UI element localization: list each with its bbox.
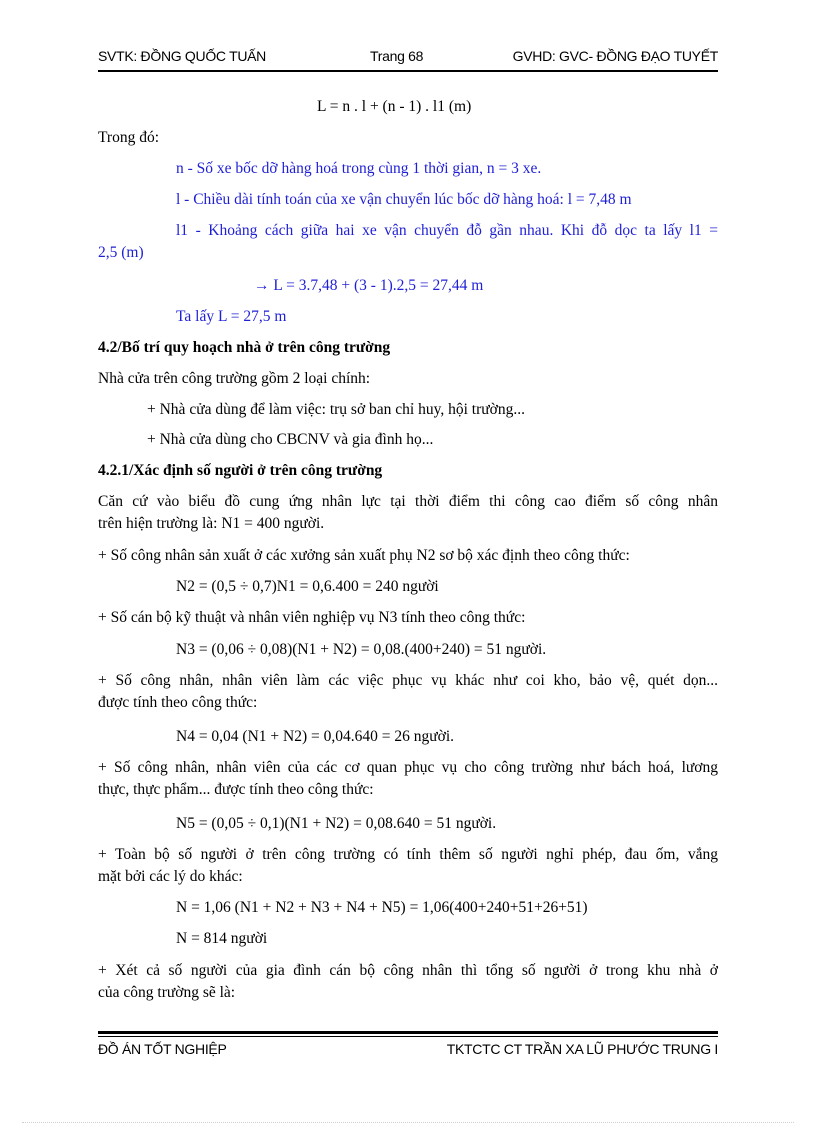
housing-type-1: + Nhà cửa dùng để làm việc: trụ sở ban chỉ huy, hội trường...: [147, 401, 525, 418]
n5-description-line1: + Số công nhân, nhân viên của các cơ quan phục vụ cho công trường như bách hoá, lương: [98, 759, 718, 776]
footer-right: TKTCTC CT TRẦN XA LŨ PHƯỚC TRUNG I: [446, 1041, 718, 1057]
footer-rule-thick: [98, 1031, 718, 1034]
family-description-line2: của công trường sẽ là:: [98, 984, 236, 1001]
page-footer: [98, 1041, 718, 1061]
where-label: Trong đó:: [98, 129, 160, 146]
total-result: N = 814 người: [176, 930, 268, 947]
family-description-line1: + Xét cả số người của gia đình cán bộ công nhân thì tổng số người ở trong khu nhà ở: [98, 962, 718, 979]
n5-formula: N5 = (0,05 ÷ 0,1)(N1 + N2) = 0,08.640 = 51 người.: [176, 815, 497, 832]
header-rule: [98, 70, 718, 72]
total-description-line1: + Toàn bộ số người ở trên công trường có tính thêm số người nghỉ phép, đau ốm, vắng: [98, 846, 718, 863]
footer-left: ĐỒ ÁN TỐT NGHIỆP: [98, 1041, 227, 1057]
n5-description-line2: thực, thực phẩm... được tính theo công thức:: [98, 781, 374, 798]
n4-description-line1: + Số công nhân, nhân viên làm các việc phục vụ khác như coi kho, bảo vệ, quét dọn...: [98, 672, 718, 689]
def-l1-line1: l1 - Khoảng cách giữa hai xe vận chuyển đỗ gần nhau. Khi đỗ dọc ta lấy l1 =: [176, 222, 718, 239]
housing-type-2: + Nhà cửa dùng cho CBCNV và gia đình họ...: [147, 431, 434, 448]
page-header: [98, 48, 718, 68]
calc-L: → L = 3.7,48 + (3 - 1).2,5 = 27,44 m: [254, 277, 484, 294]
n3-formula: N3 = (0,06 ÷ 0,08)(N1 + N2) = 0,08.(400+240) = 51 người.: [176, 641, 547, 658]
def-l: l - Chiều dài tính toán của xe vận chuyển lúc bốc dỡ hàng hoá: l = 7,48 m: [176, 191, 632, 208]
header-student: SVTK: ĐỒNG QUỐC TUẤN: [98, 48, 266, 64]
base-workers-line1: Căn cứ vào biểu đồ cung ứng nhân lực tại thời điểm thi công cao điểm số công nhân: [98, 493, 718, 510]
n2-description: + Số công nhân sản xuất ở các xưởng sản xuất phụ N2 sơ bộ xác định theo công thức:: [98, 547, 630, 564]
housing-types-intro: Nhà cửa trên công trường gồm 2 loại chính:: [98, 370, 371, 387]
total-description-line2: mặt bởi các lý do khác:: [98, 868, 243, 885]
take-L: Ta lấy L = 27,5 m: [176, 308, 287, 325]
n4-formula: N4 = 0,04 (N1 + N2) = 0,04.640 = 26 người.: [176, 728, 455, 745]
def-n: n - Số xe bốc dỡ hàng hoá trong cùng 1 thời gian, n = 3 xe.: [176, 160, 542, 177]
section-heading-4-2: 4.2/Bố trí quy hoạch nhà ở trên công trường: [98, 339, 391, 356]
def-l1-line2: 2,5 (m): [98, 244, 144, 261]
header-page-number: Trang 68: [370, 48, 424, 64]
formula-L: L = n . l + (n - 1) . l1 (m): [317, 98, 472, 115]
base-workers-line2: trên hiện trường là: N1 = 400 người.: [98, 515, 325, 532]
n3-description: + Số cán bộ kỹ thuật và nhân viên nghiệp vụ N3 tính theo công thức:: [98, 609, 526, 626]
n4-description-line2: được tính theo công thức:: [98, 694, 258, 711]
n2-formula: N2 = (0,5 ÷ 0,7)N1 = 0,6.400 = 240 người: [176, 578, 439, 595]
section-heading-4-2-1: 4.2.1/Xác định số người ở trên công trường: [98, 462, 383, 479]
total-formula: N = 1,06 (N1 + N2 + N3 + N4 + N5) = 1,06(400+240+51+26+51): [176, 899, 588, 916]
footer-rule-thin: [98, 1036, 718, 1037]
header-advisor: GVHD: GVC- ĐỒNG ĐẠO TUYẾT: [512, 48, 718, 64]
